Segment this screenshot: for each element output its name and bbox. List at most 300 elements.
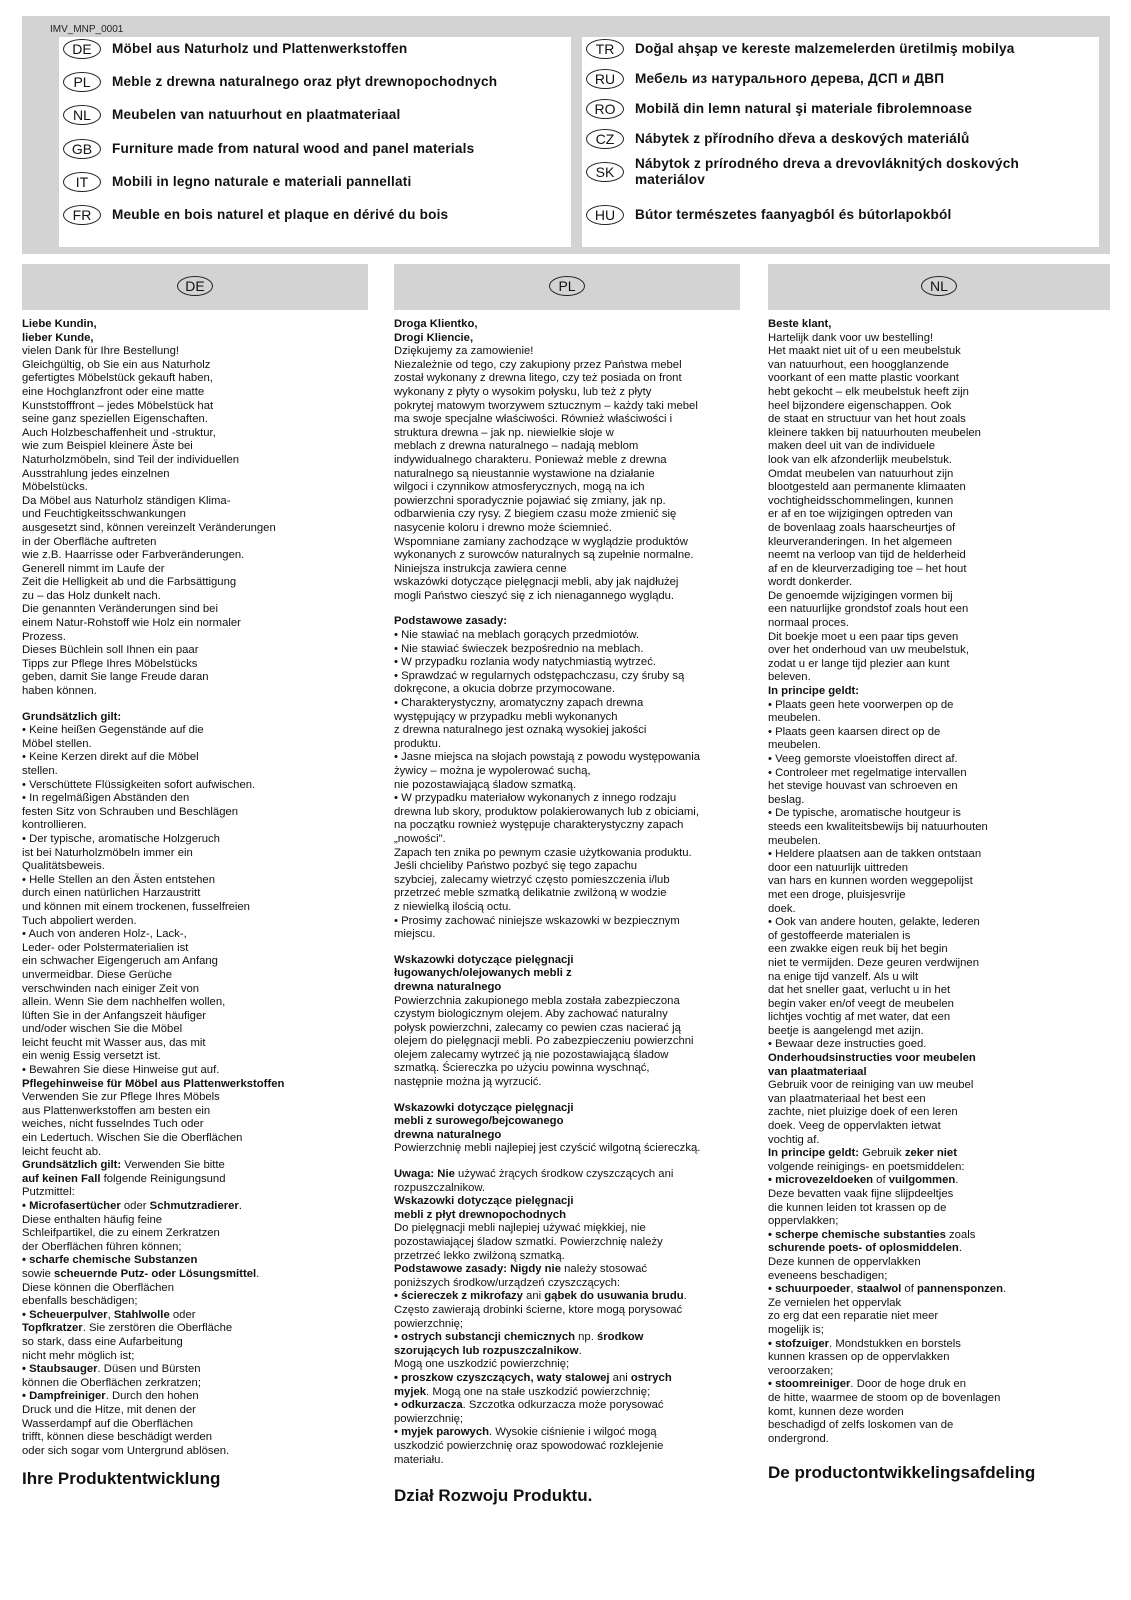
- column-header: [768, 264, 1110, 310]
- greeting: Beste klant,: [768, 318, 832, 330]
- language-code-badge: DE: [177, 276, 213, 296]
- text-span: .: [683, 1290, 687, 1303]
- text-line: Diese enthalten häufig feine: [22, 1213, 163, 1226]
- text-line: mogli Państwo cieszyć się z ich nienagannego wyglądu.: [394, 589, 675, 602]
- emphasis: środkow: [596, 1331, 644, 1344]
- bullet-line: [394, 1426, 740, 1440]
- emphasis: ostrych: [630, 1371, 672, 1384]
- text-line: rozpuszczalnikow.: [394, 1181, 486, 1194]
- text-line: weiches, nicht fusselndes Tuch oder: [22, 1118, 204, 1131]
- bullet-line: • Plaats geen hete voorwerpen op de: [768, 698, 954, 711]
- text-line: Möbelstücks.: [22, 481, 88, 494]
- text-line: van plaatmateriaal het best een: [768, 1092, 926, 1105]
- text-span: .: [238, 1200, 242, 1212]
- text-span: .: [958, 1242, 962, 1255]
- bullet-line: drewna lub skory, produktow polakierowanych lub z obiciami,: [394, 805, 699, 818]
- bullet-line: nie pozostawiającą śladow szmatką.: [394, 778, 577, 791]
- text-line: Naturholzmöbeln, sind Teil der individuellen: [22, 453, 240, 466]
- text-line: przetrzeć lekko zwilżoną szmatką.: [394, 1249, 565, 1262]
- text-line: Omdat meubelen van natuurhout zijn: [768, 467, 954, 480]
- bullet-line: • Veeg gemorste vloeistoffen direct af.: [768, 753, 958, 765]
- column-header: [394, 264, 740, 310]
- language-panel: [22, 16, 1110, 254]
- bullet-line: ein wenig Essig versetzt ist.: [22, 1050, 161, 1063]
- bullet-line: meubelen.: [768, 712, 821, 725]
- text-line: haben können.: [22, 685, 97, 698]
- text-line: indywidualnego charakteru. Ponieważ meble z drewna: [394, 453, 667, 466]
- section-heading: van plaatmateriaal: [768, 1065, 867, 1078]
- text-line: normaal proces.: [768, 617, 849, 630]
- text-line: van natuurhout, een hoogglanzende: [768, 358, 949, 371]
- text-line: zachte, niet pluizige doek of een leren: [768, 1106, 958, 1119]
- text-line: Da Möbel aus Naturholz ständigen Klima-: [22, 494, 231, 507]
- text-line: [22, 1268, 368, 1282]
- section-heading: Wskazowki dotyczące pielęgnacji: [394, 953, 574, 966]
- bullet-line: steeds een kwaliteitsbewijs bij natuurhouten: [768, 820, 988, 833]
- text-line: kleinere takken bij natuurhouten meubelen: [768, 426, 981, 439]
- bullet-line: • Heldere plaatsen aan de takken ontstaan: [768, 848, 982, 861]
- text-line: Deze kunnen de oppervlakken: [768, 1255, 921, 1268]
- bullet-line: produktu.: [394, 737, 442, 750]
- text-span: zoals: [945, 1228, 976, 1241]
- text-line: eine Hochglanzfront oder eine matte: [22, 385, 205, 398]
- text-line: ebenfalls beschädigen;: [22, 1295, 138, 1308]
- bullet-line: z niewielką ilością octu.: [394, 900, 512, 913]
- text-line: ein Ledertuch. Wischen Sie die Oberflächen: [22, 1132, 243, 1145]
- text-line: Generell nimmt im Laufe der: [22, 562, 165, 575]
- bullet-line: allein. Wenn Sie dem nachhelfen wollen,: [22, 996, 226, 1009]
- text-line: hebt gekocht – elk meubelstuk heeft zijn: [768, 385, 969, 398]
- signature: Ihre Produktentwicklung: [22, 1469, 221, 1489]
- text-span: folgende Reinigungsund: [100, 1172, 226, 1185]
- language-item: [586, 99, 1065, 119]
- text-line: Het maakt niet uit of u een meubelstuk: [768, 345, 961, 358]
- bullet-line: „nowości".: [394, 832, 446, 845]
- text-span: używać żrących środkow czyszczących ani: [454, 1168, 674, 1181]
- emphasis: Topfkratzer: [22, 1322, 83, 1335]
- text-line: maken deel uit van de individuele: [768, 440, 936, 453]
- text-line: gefertigtes Möbelstück gekauft haben,: [22, 372, 213, 385]
- section-heading: Podstawowe zasady:: [394, 615, 508, 628]
- language-code-badge: PL: [549, 276, 585, 296]
- text-line: poniższych środkow/urządzeń czyszczących:: [394, 1276, 621, 1289]
- language-code-badge: SK: [586, 162, 624, 182]
- emphasis: In principe geldt:: [768, 1147, 860, 1160]
- text-line: [768, 1242, 1110, 1256]
- text-line: uszkodzić powierzchnię oraz spowodować rozklejenie: [394, 1439, 664, 1452]
- language-code-badge: RO: [586, 99, 624, 119]
- text-line: komt, kunnen deze worden: [768, 1405, 904, 1418]
- bullet-line: of gestoffeerde materialen is: [768, 929, 911, 942]
- emphasis: gąbek do usuwania brudu: [544, 1290, 684, 1303]
- text-line: der Oberflächen führen können;: [22, 1240, 182, 1253]
- greeting: Liebe Kundin,: [22, 318, 97, 330]
- bullet-line: een zwakke eigen reuk bij het begin: [768, 943, 948, 956]
- text-line: Powierzchnia zakupionego mebla została zabezpieczona: [394, 994, 680, 1007]
- text-line: zodat u er lange tijd plezier aan kunt: [768, 657, 950, 670]
- emphasis: schurende poets- of oplosmiddelen: [768, 1242, 959, 1255]
- text-line: Wasserdampf auf die Oberflächen: [22, 1417, 194, 1430]
- text-span: .: [1002, 1283, 1007, 1296]
- text-line: Tipps zur Pflege Ihres Möbelstücks: [22, 657, 198, 670]
- language-item: [586, 205, 1065, 225]
- text-line: struktura drewna – jak np. niewielkie słoje w: [394, 426, 614, 439]
- bullet-line: [394, 1290, 740, 1304]
- language-code-badge: IT: [63, 172, 101, 192]
- bullet-line: stellen.: [22, 765, 58, 777]
- text-span: należy stosować: [560, 1263, 648, 1276]
- text-line: następnie można ją wyrzucić.: [394, 1076, 542, 1089]
- text-line: Druck und die Hitze, mit denen der: [22, 1403, 196, 1416]
- text-line: oppervlakken;: [768, 1215, 839, 1228]
- emphasis: zeker niet: [904, 1147, 957, 1160]
- text-span: ani: [609, 1371, 631, 1384]
- bullet-line: Jeśli chcieliby Państwo pozbyć się tego zapachu: [394, 860, 638, 873]
- language-code-badge: HU: [586, 205, 624, 225]
- text-line: ausgesetzt sind, können vereinzelt Veränderungen: [22, 521, 276, 534]
- text-line: zu – das Holz dunkelt nach.: [22, 589, 161, 602]
- text-line: Ausstrahlung jedes einzelnen: [22, 467, 170, 480]
- text-line: Dit boekje moet u een paar tips geven: [768, 630, 959, 643]
- language-code-badge: DE: [63, 39, 101, 59]
- text-line: veroorzaken;: [768, 1364, 834, 1377]
- emphasis: scheuernde Putz- oder Lösungsmittel: [54, 1267, 257, 1280]
- bullet-line: begin vaker en/of veegt de meubelen: [768, 997, 954, 1010]
- text-line: Niezależnie od tego, czy zakupiony przez Państwa mebel: [394, 358, 682, 371]
- text-line: Diese können die Oberflächen: [22, 1281, 174, 1294]
- bullet-line: van hars en kunnen worden weggepolijst: [768, 875, 973, 888]
- bullet-line: przetrzeć meble szmatką delikatnie zwilżoną w wodzie: [394, 887, 667, 900]
- text-span: ,: [850, 1283, 857, 1296]
- emphasis: • scherpe chemische substanties: [768, 1228, 946, 1241]
- bullet-line: [22, 1254, 368, 1268]
- bullet-line: • Nie stawiać świeczek bezpośrednio na meblach.: [394, 642, 644, 655]
- text-line: Wspomniane zamiany zachodzące w wyglądzie produktów: [394, 535, 688, 548]
- emphasis: Schmutzradierer: [149, 1200, 239, 1212]
- text-line: beschadigd of zelfs loskomen van de: [768, 1419, 954, 1432]
- bullet-line: beetje is aangelengd met azijn.: [768, 1024, 924, 1037]
- language-title: Мебель из натурального дерева, ДСП и ДВП: [635, 71, 945, 86]
- text-span: .: [955, 1174, 959, 1187]
- bullet-line: • Bewaar deze instructies goed.: [768, 1038, 927, 1051]
- text-line: naturalnego są nieustannie wystawione na działanie: [394, 467, 655, 480]
- text-line: Często zawierają drobinki ścierne, ktore mogą porysować: [394, 1303, 683, 1316]
- language-item: [586, 69, 1065, 89]
- bullet-line: kontrollieren.: [22, 819, 87, 832]
- language-item: [63, 39, 407, 59]
- text-line: [22, 1322, 368, 1336]
- bullet-line: Zapach ten znika po pewnym czasie użytkowania produktu.: [394, 846, 692, 859]
- bullet-line: • Ook van andere houten, gelakte, lederen: [768, 916, 980, 929]
- language-title: Doğal ahşap ve kereste malzemelerden üretilmiş mobilya: [635, 41, 1015, 56]
- text-line: [22, 1173, 368, 1187]
- text-line: Mogą one uszkodzić powierzchnię;: [394, 1358, 570, 1371]
- text-line: neemt na verloop van tijd de helderheid: [768, 549, 966, 562]
- text-line: die kunnen leiden tot krassen op de: [768, 1201, 947, 1214]
- text-span: . Wysokie ciśnienie i wilgoć mogą: [489, 1426, 657, 1439]
- text-line: ondergrond.: [768, 1432, 829, 1445]
- text-line: odbarwienia czy rysy. Z biegiem czasu może zmienić się: [394, 508, 677, 521]
- text-line: vochtig af.: [768, 1133, 820, 1146]
- bullet-line: • Nie stawiać na meblach gorących przedmiotów.: [394, 629, 640, 642]
- text-line: [394, 1386, 740, 1400]
- bullet-line: niet te vermijden. Deze geuren verdwijnen: [768, 956, 979, 969]
- emphasis: • Staubsauger: [22, 1363, 98, 1376]
- text-line: doek. Veeg de oppervlakten ietwat: [768, 1120, 941, 1133]
- bullet-line: Qualitätsbeweis.: [22, 860, 105, 873]
- bullet-line: door een natuurlijk uittreden: [768, 861, 909, 874]
- emphasis: auf keinen Fall: [22, 1172, 101, 1185]
- text-line: vielen Dank für Ihre Bestellung!: [22, 345, 179, 358]
- text-span: ,: [107, 1308, 114, 1321]
- text-line: vochtigheidsschommelingen, kunnen: [768, 494, 954, 507]
- bullet-line: [768, 1174, 1110, 1188]
- text-span: . Durch den hohen: [105, 1390, 199, 1403]
- bullet-line: Möbel stellen.: [22, 737, 92, 750]
- text-line: in der Oberfläche auftreten: [22, 535, 157, 548]
- bullet-line: het stevige houvast van schroeven en: [768, 780, 958, 793]
- text-line: [768, 1147, 1110, 1161]
- text-line: [394, 1263, 740, 1277]
- emphasis: • Microfasertücher: [22, 1200, 121, 1212]
- text-line: powierzchnię;: [394, 1412, 464, 1425]
- text-line: af en de kleurverzadiging toe – het hout: [768, 562, 967, 575]
- language-title: Meubelen van natuurhout en plaatmateriaal: [112, 107, 401, 122]
- text-line: de staat en structuur van het hout zoals: [768, 413, 966, 426]
- bullet-line: miejscu.: [394, 928, 436, 941]
- bullet-line: • Prosimy zachować niniejsze wskazowki w bezpiecznym: [394, 914, 680, 927]
- bullet-line: • Bewahren Sie diese Hinweise gut auf.: [22, 1064, 220, 1077]
- bullet-line: • Charakterystyczny, aromatyczny zapach drewna: [394, 697, 644, 710]
- bullet-line: lichtjes vochtig af met water, dat een: [768, 1011, 951, 1024]
- signature: Dział Rozwoju Produktu.: [394, 1486, 593, 1506]
- language-code-badge: NL: [921, 276, 957, 296]
- column-text: [394, 310, 740, 1506]
- text-span: . Mondstukken en borstels: [829, 1337, 961, 1350]
- bullet-line: • Keine heißen Gegenstände auf die: [22, 724, 204, 737]
- text-line: de bovenlaag zoals haarscheurtjes of: [768, 521, 956, 534]
- text-line: czystym biologicznym olejem. Aby zachować naturalny: [394, 1008, 668, 1021]
- emphasis: myjek: [394, 1385, 427, 1398]
- text-span: Gebruik: [859, 1147, 905, 1160]
- bullet-line: • Verschüttete Flüssigkeiten sofort aufwischen.: [22, 778, 256, 791]
- bullet-line: • Der typische, aromatische Holzgeruch: [22, 832, 220, 845]
- language-title: Mobili in legno naturale e materiali pannellati: [112, 174, 412, 189]
- bullet-line: szybciej, zalecamy wietrzyć często pomieszczenia i/lub: [394, 873, 670, 886]
- text-line: Dieses Büchlein soll Ihnen ein paar: [22, 644, 199, 657]
- text-line: wie zum Beispiel kleinere Äste bei: [22, 440, 193, 453]
- bullet-line: [768, 1229, 1110, 1243]
- language-item: [586, 156, 1065, 188]
- bullet-line: [22, 1390, 368, 1404]
- language-title: Furniture made from natural wood and panel materials: [112, 141, 475, 156]
- column-text: [22, 310, 368, 1489]
- column-header: [22, 264, 368, 310]
- text-span: ani: [522, 1290, 545, 1303]
- column-dutch: [768, 264, 1110, 1483]
- bullet-line: met een droge, pluisjesvrije: [768, 888, 906, 901]
- text-span: sowie: [22, 1267, 55, 1280]
- text-line: pokrytej matowym tworzywem sztucznym – każdy taki mebel: [394, 399, 698, 412]
- document-id: IMV_MNP_0001: [50, 24, 124, 35]
- text-line: geben, damit Sie lange Freude daran: [22, 671, 209, 684]
- language-code-badge: NL: [63, 105, 101, 125]
- emphasis: • proszkow czyszczących, waty stalowej: [394, 1371, 610, 1384]
- section-heading: mebli z płyt drewnopochodnych: [394, 1208, 566, 1221]
- text-line: materiału.: [394, 1453, 444, 1466]
- bullet-line: z drewna naturalnego jest oznaką wysokiej jakości: [394, 724, 647, 737]
- text-line: trifft, können diese beschädigt werden: [22, 1431, 213, 1444]
- text-line: ma swoje specjalne właściwości. Również właściwości i: [394, 413, 673, 426]
- language-item: [63, 139, 474, 159]
- text-span: np.: [575, 1331, 597, 1344]
- text-line: Dziękujemy za zamowienie!: [394, 345, 534, 358]
- text-span: oder: [120, 1200, 150, 1212]
- emphasis: • schuurpoeder: [768, 1283, 851, 1296]
- language-code-badge: PL: [63, 72, 101, 92]
- text-line: kleurveranderingen. In het algemeen: [768, 535, 953, 548]
- text-line: Zeit die Helligkeit ab und die Farbsättigung: [22, 576, 237, 589]
- language-code-badge: TR: [586, 39, 624, 59]
- column-text: [768, 310, 1110, 1483]
- bullet-line: [394, 1331, 740, 1345]
- bullet-line: • De typische, aromatische houtgeur is: [768, 807, 961, 820]
- bullet-line: • W przypadku materiałow wykonanych z innego rodzaju: [394, 792, 677, 805]
- text-line: kunnen krassen op de oppervlakken: [768, 1351, 950, 1364]
- section-heading: Grundsätzlich gilt:: [22, 710, 122, 723]
- emphasis: • stofzuiger: [768, 1337, 830, 1350]
- language-item: [63, 72, 497, 92]
- text-line: Verwenden Sie zur Pflege Ihres Möbels: [22, 1091, 220, 1104]
- section-heading: drewna naturalnego: [394, 980, 502, 993]
- text-line: De genoemde wijzigingen vormen bij: [768, 589, 953, 602]
- text-line: pozostawiającej śladow szmatki. Powierzchnię należy: [394, 1236, 663, 1248]
- text-line: Deze bevatten vaak fijne slijpdeeltjes: [768, 1188, 954, 1200]
- bullet-line: • Plaats geen kaarsen direct op de: [768, 725, 941, 738]
- emphasis: • Dampfreiniger: [22, 1390, 106, 1403]
- text-line: oder sich sogar vom Untergrund ablösen.: [22, 1444, 230, 1457]
- text-line: heel bijzondere eigenschappen. Ook: [768, 399, 952, 412]
- emphasis: • ostrych substancji chemicznych: [394, 1331, 575, 1344]
- column-polish: [394, 264, 740, 1506]
- language-item: [63, 172, 411, 192]
- bullet-line: • Helle Stellen an den Ästen entstehen: [22, 873, 215, 886]
- text-line: [394, 1345, 740, 1359]
- greeting: Drogi Kliencie,: [394, 331, 474, 344]
- text-line: wie z.B. Haarrisse oder Farbveränderungen.: [22, 549, 245, 562]
- text-line: powierzchnię;: [394, 1317, 464, 1330]
- language-title: Meble z drewna naturalnego oraz płyt drewnopochodnych: [112, 74, 498, 89]
- text-line: Gleichgültig, ob Sie ein aus Naturholz: [22, 358, 211, 371]
- bullet-line: ein schwacher Eigengeruch am Anfang: [22, 955, 218, 968]
- bullet-line: • W przypadku rozlania wody natychmiastią wytrzeć.: [394, 656, 656, 669]
- text-line: [22, 1159, 368, 1173]
- text-span: oder: [169, 1308, 196, 1321]
- bullet-line: na początku rownież występuje charakterystyczny zapach: [394, 819, 684, 832]
- text-span: .: [578, 1344, 582, 1357]
- text-line: seine ganz speziellen Eigenschaften.: [22, 413, 208, 426]
- bullet-line: durch einen natürlichen Harzaustritt: [22, 887, 201, 900]
- text-line: eveneens beschadigen;: [768, 1269, 888, 1282]
- text-span: . Düsen und Bürsten: [97, 1363, 201, 1376]
- text-span: . Szczotka odkurzacza może porysować: [462, 1399, 664, 1412]
- text-line: zo erg dat een reparatie niet meer: [768, 1310, 939, 1323]
- bullet-line: [394, 1399, 740, 1413]
- bullet-line: występujący w przypadku mebli wykonanych: [394, 710, 618, 723]
- text-line: aus Plattenwerkstoffen am besten ein: [22, 1104, 211, 1117]
- language-title: Nábytek z přírodního dřeva a deskových materiálů: [635, 131, 970, 146]
- text-span: . Sie zerstören die Oberfläche: [82, 1322, 233, 1335]
- emphasis: staalwol: [856, 1283, 902, 1296]
- bullet-line: [22, 1363, 368, 1377]
- text-line: Niniejsza instrukcja zawiera cenne: [394, 562, 567, 575]
- section-heading: Onderhoudsinstructies voor meubelen: [768, 1052, 976, 1065]
- text-line: Ze vernielen het oppervlak: [768, 1296, 902, 1309]
- emphasis: Grundsätzlich gilt:: [22, 1159, 122, 1172]
- bullet-line: und/oder wischen Sie die Möbel: [22, 1023, 183, 1036]
- emphasis: • Scheuerpulver: [22, 1308, 108, 1321]
- emphasis: Uwaga: Nie: [394, 1168, 455, 1181]
- bullet-line: • In regelmäßigen Abständen den: [22, 792, 190, 805]
- language-title: Meuble en bois naturel et plaque en dérivé du bois: [112, 207, 449, 222]
- language-code-badge: FR: [63, 205, 101, 225]
- text-line: wskazówki dotyczące pielęgnacji mebli, aby jak najdłużej: [394, 576, 679, 589]
- section-heading: mebli z surowego/bejcowanego: [394, 1115, 564, 1128]
- bullet-line: • Auch von anderen Holz-, Lack-,: [22, 928, 187, 941]
- emphasis: • ściereczek z mikrofazy: [394, 1290, 523, 1303]
- bullet-line: und können mit einem trockenen, fusselfreien: [22, 900, 250, 913]
- section-heading: drewna naturalnego: [394, 1128, 502, 1141]
- bullet-line: dokręcone, a okucia dobrze przymocowane.: [394, 683, 616, 696]
- text-line: beleven.: [768, 671, 811, 684]
- text-line: look van elk afzonderlijk meubelstuk.: [768, 453, 952, 466]
- bullet-line: beslag.: [768, 793, 805, 806]
- text-span: of: [901, 1283, 917, 1296]
- text-line: Auch Holzbeschaffenheit und -struktur,: [22, 426, 216, 439]
- emphasis: pannensponzen: [916, 1283, 1003, 1296]
- emphasis: • scharfe chemische Substanzen: [22, 1254, 198, 1267]
- bullet-line: meubelen.: [768, 739, 821, 752]
- text-line: meblach z drewna naturalnego – nadają meblom: [394, 440, 639, 453]
- language-code-badge: RU: [586, 69, 624, 89]
- column-german: [22, 264, 368, 1489]
- text-line: [394, 1168, 740, 1182]
- text-line: olejem do pielęgnacji mebli. Po zabezpieczeniu powierzchni: [394, 1035, 694, 1048]
- text-span: . Door de hoge druk en: [850, 1378, 966, 1391]
- text-line: blootgesteld aan permanente klimaaten: [768, 481, 966, 494]
- text-line: leicht feucht ab.: [22, 1145, 102, 1158]
- text-line: szmatką. Ściereczka po użyciu powinna wyschnąć,: [394, 1062, 650, 1075]
- text-line: de hitte, waarmee de stoom op de bovenlagen: [768, 1391, 1001, 1404]
- text-span: . Mogą one na stałe uszkodzić powierzchnię;: [426, 1385, 651, 1398]
- bullet-line: dat het sneller gaat, verlucht u in het: [768, 984, 951, 997]
- bullet-line: [394, 1372, 740, 1386]
- text-line: Do pielęgnacji mebli najlepiej używać miękkiej, nie: [394, 1222, 646, 1235]
- emphasis: • myjek parowych: [394, 1426, 489, 1439]
- bullet-line: [22, 1309, 368, 1323]
- text-line: Putzmittel:: [22, 1186, 75, 1199]
- bullet-line: [768, 1378, 1110, 1392]
- section-heading: Wskazowki dotyczące pielęgnacji: [394, 1195, 574, 1208]
- section-heading: Wskazowki dotyczące pielęgnacji: [394, 1101, 574, 1114]
- text-span: Verwenden Sie bitte: [121, 1159, 225, 1172]
- bullet-line: lüften Sie in der Anfangszeit häufiger: [22, 1009, 207, 1022]
- text-line: Schleifpartikel, die zu einem Zerkratzen: [22, 1227, 220, 1240]
- bullet-line: • Keine Kerzen direkt auf die Möbel: [22, 751, 199, 764]
- text-line: został wykonany z drewna litego, czy też posiada on front: [394, 372, 682, 385]
- emphasis: • stoomreiniger: [768, 1378, 851, 1391]
- language-item: [63, 105, 400, 125]
